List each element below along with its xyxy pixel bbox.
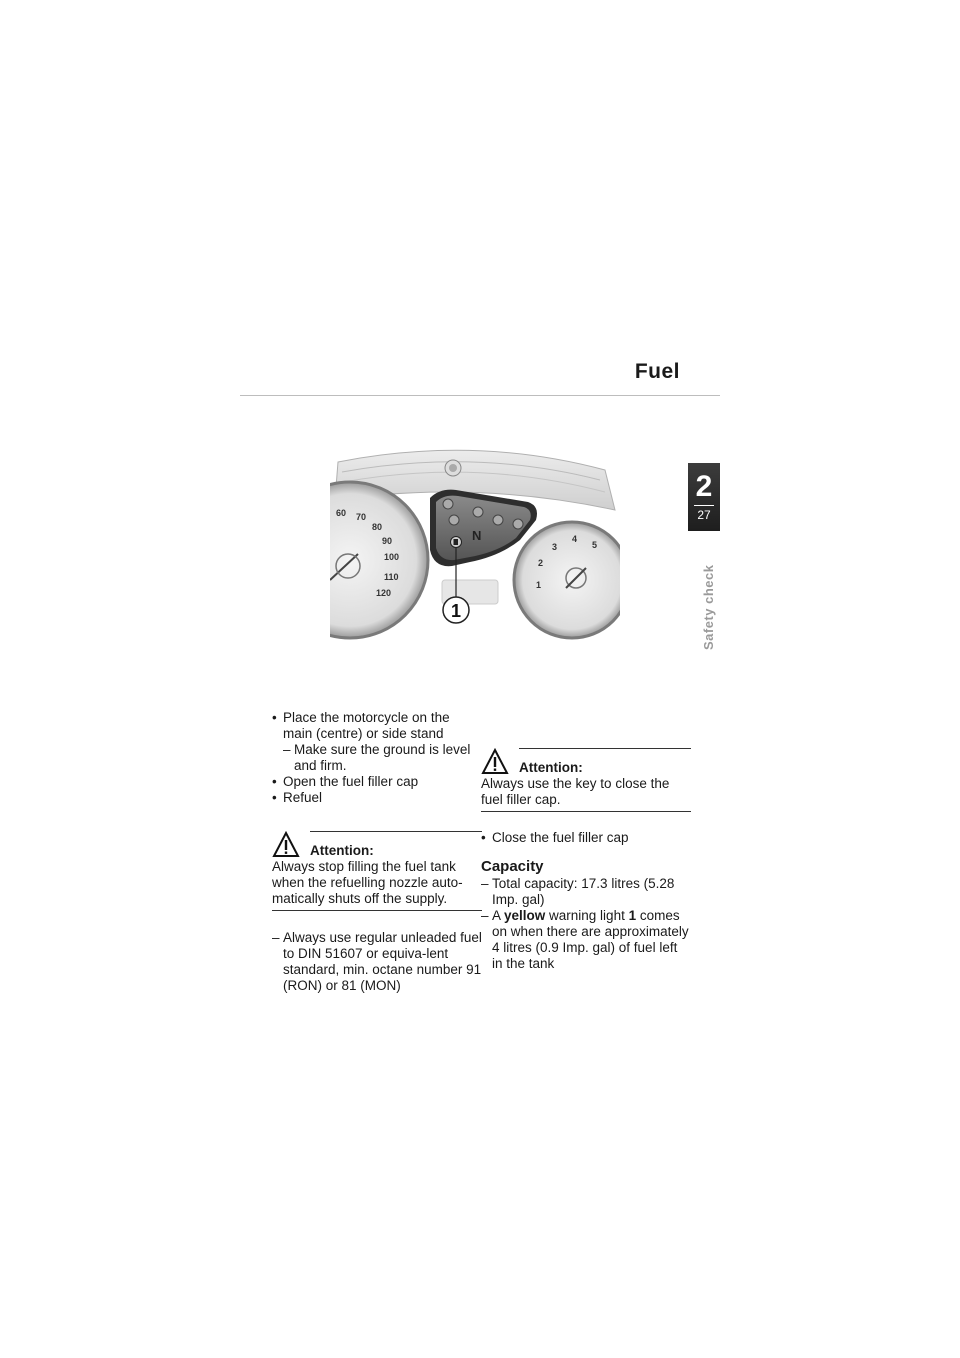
tacho-tick-label: 3 — [552, 542, 558, 552]
high-beam-icon — [473, 507, 483, 517]
callout-label: 1 — [450, 601, 462, 621]
capacity-heading: Capacity — [481, 858, 544, 875]
attention-label: Attention: — [519, 760, 583, 775]
attention-box — [481, 748, 691, 812]
attention-text: Always stop filling the fuel tank when the refuelling nozzle auto-matically shuts off the supply. — [272, 859, 482, 911]
oil-pressure-icon — [493, 515, 503, 525]
attention-label: Attention: — [310, 843, 374, 858]
instrument-cluster-figure — [330, 440, 620, 650]
chapter-tab — [688, 463, 720, 531]
warning-light-icon — [449, 515, 459, 525]
left-column — [272, 710, 482, 994]
speedo-tick-label: 60 — [336, 508, 347, 518]
warning-triangle-icon — [481, 748, 509, 775]
list-item: – Total capacity: 17.3 litres (5.28 Imp. gal) — [481, 876, 691, 908]
chapter-number: 2 — [695, 470, 713, 503]
page-title: Fuel — [634, 360, 680, 383]
attention-text: Always use the key to close the fuel filler cap. — [481, 776, 691, 812]
page-number: 27 — [697, 508, 711, 522]
list-item: – A yellow warning light 1 comes on when there are approximately 4 litres (0.9 Imp. gal) of fuel left in the tank — [481, 908, 691, 972]
tachometer-dial — [514, 522, 620, 638]
list-item: • Close the fuel filler cap — [481, 830, 691, 846]
tacho-tick-label: 4 — [572, 534, 578, 544]
tacho-tick-label: 1 — [536, 580, 542, 590]
list-item: – Always use regular unleaded fuel to DIN 51607 or equiva-lent standard, min. octane number 91 (RON) or 81 (MON) — [272, 930, 482, 994]
yellow-emphasis: yellow — [504, 908, 546, 923]
speedo-tick-label: 120 — [376, 588, 392, 598]
list-item: • Place the motorcycle on the main (centre) or side stand — [272, 710, 482, 742]
speedo-tick-label: 80 — [372, 522, 383, 532]
chapter-side-label: Safety check — [701, 564, 716, 650]
list-item: • Open the fuel filler cap — [272, 774, 482, 790]
speedo-tick-label: 70 — [356, 512, 367, 522]
indicator-icon — [443, 499, 453, 509]
speedo-tick-label: 100 — [384, 552, 400, 562]
attention-box — [272, 831, 482, 911]
coolant-temperature-icon — [513, 519, 523, 529]
list-item: • Refuel — [272, 790, 482, 806]
neutral-indicator-icon: N — [472, 528, 482, 543]
speedo-tick-label: 90 — [382, 536, 393, 546]
speedometer-dial — [330, 482, 428, 638]
speedo-tick-label: 110 — [384, 572, 399, 582]
tacho-tick-label: 5 — [592, 540, 598, 550]
right-column — [481, 710, 691, 972]
title-divider — [240, 395, 720, 396]
instrument-cluster-illustration — [330, 440, 620, 650]
list-item: – Make sure the ground is level and firm. — [283, 742, 482, 774]
warning-triangle-icon — [272, 831, 300, 858]
tacho-tick-label: 2 — [538, 558, 544, 568]
figure-reference: 1 — [628, 908, 637, 923]
